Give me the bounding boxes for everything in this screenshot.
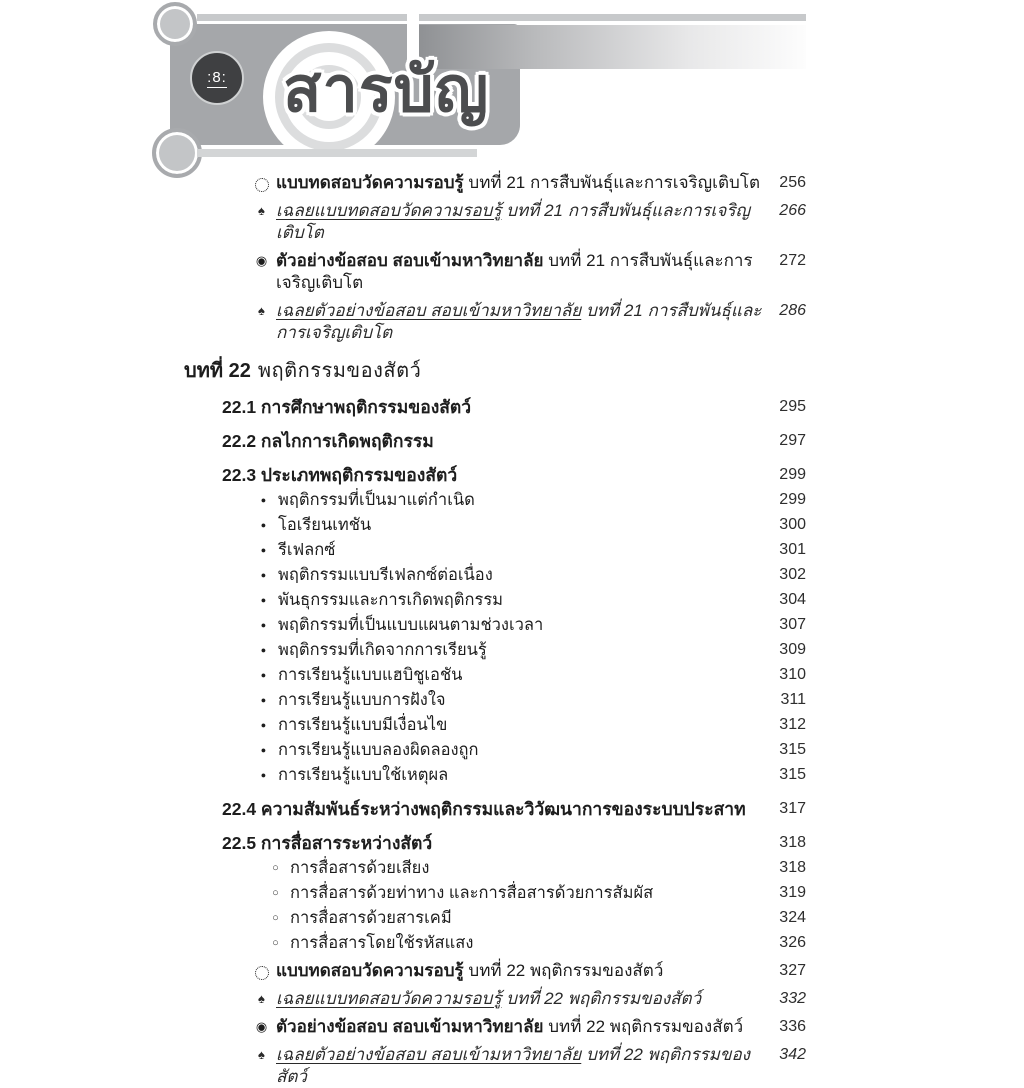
- toc-label: [278, 489, 475, 511]
- toc-label-text: บทที่ 22 พฤติกรรมของสัตว์: [501, 989, 702, 1008]
- toc-page-number: 272: [779, 252, 806, 269]
- toc-row-section[interactable]: [180, 430, 806, 452]
- toc-label-text: บทที่ 22 พฤติกรรมของสัตว์: [276, 1045, 750, 1086]
- toc-page-number: 311: [780, 691, 806, 708]
- toc-page-number: 342: [779, 1046, 806, 1063]
- toc-label-text: 22.1 การศึกษาพฤติกรรมของสัตว์: [222, 397, 472, 417]
- toc-row-entry[interactable]: [180, 250, 806, 294]
- toc-page-number: 299: [779, 491, 806, 508]
- toc-label: [184, 358, 421, 384]
- badge-label: :8:: [207, 68, 227, 86]
- toc-label-text: 22.2 กลไกการเกิดพฤติกรรม: [222, 431, 434, 451]
- toc-label: [290, 932, 473, 954]
- toc-page-number: 286: [779, 302, 806, 319]
- toc-label: [278, 714, 447, 736]
- bullet-icon: ●: [260, 645, 267, 655]
- open-circle-icon: ○: [272, 862, 279, 874]
- toc-label-text: บทที่ 21 การสืบพันธุ์และการเจริญเติบโต: [276, 251, 753, 292]
- bullet-icon: ●: [260, 720, 267, 730]
- toc-page-number: 256: [779, 174, 806, 191]
- bullet-icon: ●: [260, 570, 267, 580]
- toc-label-text: พฤติกรรมที่เป็นมาแต่กำเนิด: [278, 491, 475, 509]
- toc-label-bold: บทที่ 22: [184, 360, 251, 382]
- bullet-icon: ●: [260, 620, 267, 630]
- toc-label-text: การเรียนรู้แบบมีเงื่อนไข: [278, 716, 448, 734]
- toc-label-bold: แบบทดสอบวัดความรอบรู้: [276, 173, 464, 192]
- toc-page-number: 312: [779, 716, 806, 733]
- toc-page-number: 302: [779, 566, 806, 583]
- toc-label-text: พฤติกรรมที่เป็นแบบแผนตามช่วงเวลา: [278, 616, 544, 634]
- open-circle-icon: ○: [272, 937, 279, 949]
- toc-label-text: การเรียนรู้แบบแฮบิชูเอชัน: [278, 666, 463, 684]
- toc-label-text: การเรียนรู้แบบการฝังใจ: [278, 691, 446, 709]
- toc-label: [276, 1016, 743, 1038]
- toc-label: [278, 664, 462, 686]
- toc-page-number: 332: [779, 990, 806, 1007]
- toc-label: [222, 396, 471, 418]
- toc-row-bullet[interactable]: [180, 664, 806, 686]
- page-title: สารบัญ: [283, 55, 490, 125]
- decorative-bar-top: [197, 14, 806, 21]
- toc-row-subbullet[interactable]: [180, 882, 806, 904]
- toc-label-text: การสื่อสารด้วยท่าทาง และการสื่อสารด้วยการสัมผัส: [290, 884, 654, 902]
- spade-icon: ♠: [258, 203, 265, 218]
- toc-label-underlined: เฉลยตัวอย่างข้อสอบ สอบเข้ามหาวิทยาลัย: [276, 301, 582, 320]
- toc-label-text: รีเฟลกซ์: [278, 541, 336, 559]
- toc-row-bullet[interactable]: [180, 739, 806, 761]
- bullet-icon: ●: [260, 545, 267, 555]
- toc-row-bullet[interactable]: [180, 539, 806, 561]
- toc-row-answer[interactable]: [180, 988, 806, 1010]
- toc-page-number: 307: [779, 616, 806, 633]
- toc-row-bullet[interactable]: [180, 589, 806, 611]
- spade-icon: ♠: [258, 303, 265, 318]
- chapter-number-badge: [190, 51, 244, 105]
- toc-label: [276, 1044, 767, 1088]
- toc-page-number: 295: [779, 398, 806, 415]
- toc-page-number: 315: [779, 766, 806, 783]
- bullet-icon: ●: [260, 745, 267, 755]
- toc-row-section[interactable]: [180, 832, 806, 854]
- toc-label-text: บทที่ 21 การสืบพันธุ์และการเจริญเติบโต: [276, 301, 762, 342]
- toc-label-text: พันธุกรรมและการเกิดพฤติกรรม: [278, 591, 504, 609]
- toc-row-bullet[interactable]: [180, 639, 806, 661]
- toc-label-underlined: เฉลยตัวอย่างข้อสอบ สอบเข้ามหาวิทยาลัย: [276, 1045, 582, 1064]
- toc-page-number: 309: [779, 641, 806, 658]
- toc-label: [290, 882, 653, 904]
- decorative-bar-bottom: [197, 149, 477, 157]
- toc-label-text: บทที่ 21 การสืบพันธุ์และการเจริญเติบโต: [463, 173, 760, 192]
- bullet-icon: ●: [260, 595, 267, 605]
- toc-page-number: 326: [779, 934, 806, 951]
- toc-label: [278, 614, 543, 636]
- circle-ornament-top-icon: [153, 2, 197, 46]
- toc-page-number: 301: [779, 541, 806, 558]
- toc-label: [278, 764, 448, 786]
- toc-label-underlined: เฉลยแบบทดสอบวัดความรอบรู้: [276, 989, 502, 1008]
- toc-label: [290, 907, 452, 929]
- toc-label-bold: ตัวอย่างข้อสอบ สอบเข้ามหาวิทยาลัย: [276, 251, 544, 270]
- toc-label: [276, 250, 767, 294]
- toc-row-section[interactable]: [180, 464, 806, 486]
- toc-row-bullet[interactable]: [180, 514, 806, 536]
- toc-label-text: พฤติกรรมของสัตว์: [257, 360, 422, 382]
- toc-page-number: 297: [779, 432, 806, 449]
- toc-label: [222, 832, 432, 854]
- toc-page-number: 318: [779, 859, 806, 876]
- toc-label: [276, 960, 663, 982]
- toc-row-answer[interactable]: [180, 300, 806, 344]
- toc-label-bold: ตัวอย่างข้อสอบ สอบเข้ามหาวิทยาลัย: [276, 1017, 544, 1036]
- toc-label-text: โอเรียนเทชัน: [278, 516, 372, 534]
- toc-row-answer[interactable]: [180, 200, 806, 244]
- toc-page-number: 318: [779, 834, 806, 851]
- toc-row-bullet[interactable]: [180, 764, 806, 786]
- toc-label: [276, 200, 767, 244]
- toc-page-number: 310: [779, 666, 806, 683]
- fisheye-icon: ◉: [255, 253, 268, 268]
- toc-row-entry[interactable]: [180, 1016, 806, 1038]
- toc-row-entry[interactable]: [180, 960, 806, 982]
- open-circle-icon: ○: [272, 912, 279, 924]
- toc-label-text: 22.3 ประเภทพฤติกรรมของสัตว์: [222, 465, 458, 485]
- toc-label: [278, 639, 487, 661]
- toc-page-number: 336: [779, 1018, 806, 1035]
- open-circle-icon: ○: [272, 887, 279, 899]
- bullet-icon: ●: [260, 695, 267, 705]
- toc-row-subbullet[interactable]: [180, 857, 806, 879]
- toc-label: [276, 300, 767, 344]
- toc-label: [278, 689, 446, 711]
- toc-label-text: พฤติกรรมแบบรีเฟลกซ์ต่อเนื่อง: [278, 566, 493, 584]
- toc-row-section[interactable]: [180, 798, 806, 820]
- toc-label-text: การสื่อสารโดยใช้รหัสแสง: [290, 934, 474, 952]
- toc-page-number: 304: [779, 591, 806, 608]
- toc-page-number: 315: [779, 741, 806, 758]
- toc-label-text: การสื่อสารด้วยเสียง: [290, 859, 430, 877]
- toc-label-text: การสื่อสารด้วยสารเคมี: [290, 909, 452, 927]
- toc-label: [222, 464, 457, 486]
- fisheye-icon: ◉: [255, 1019, 268, 1034]
- toc-row-bullet[interactable]: [180, 689, 806, 711]
- dashed-circle-icon: [254, 960, 269, 982]
- toc-page-number: 317: [779, 800, 806, 817]
- toc-label: [278, 514, 371, 536]
- toc-label-text: 22.5 การสื่อสารระหว่างสัตว์: [222, 833, 433, 853]
- toc-row-subbullet[interactable]: [180, 907, 806, 929]
- spade-icon: ♠: [258, 1047, 265, 1062]
- toc-row-bullet[interactable]: [180, 489, 806, 511]
- toc-label-underlined: เฉลยแบบทดสอบวัดความรอบรู้: [276, 201, 502, 220]
- spade-icon: ♠: [258, 991, 265, 1006]
- bullet-icon: ●: [260, 770, 267, 780]
- bullet-icon: ●: [260, 670, 267, 680]
- dashed-circle-icon: [254, 172, 269, 194]
- toc-row-bullet[interactable]: [180, 564, 806, 586]
- toc-label: [278, 589, 503, 611]
- toc-label-text: บทที่ 21 การสืบพันธุ์และการเจริญเติบโต: [276, 201, 750, 242]
- toc-label: [278, 539, 335, 561]
- toc-row-answer[interactable]: [180, 1044, 806, 1088]
- toc-page-number: 327: [779, 962, 806, 979]
- toc-page-number: 300: [779, 516, 806, 533]
- toc-label-text: การเรียนรู้แบบใช้เหตุผล: [278, 766, 449, 784]
- toc-list: [180, 166, 806, 1088]
- toc-label-text: พฤติกรรมที่เกิดจากการเรียนรู้: [278, 641, 487, 659]
- toc-page-number: 266: [779, 202, 806, 219]
- toc-label: [278, 564, 493, 586]
- toc-label-text: บทที่ 22 พฤติกรรมของสัตว์: [543, 1017, 744, 1036]
- toc-row-bullet[interactable]: [180, 614, 806, 636]
- toc-page-number: 324: [779, 909, 806, 926]
- toc-label: [290, 857, 429, 879]
- bullet-icon: ●: [260, 520, 267, 530]
- toc-row-bullet[interactable]: [180, 714, 806, 736]
- toc-label: [222, 798, 746, 820]
- page-header: [0, 0, 1024, 160]
- toc-label-bold: แบบทดสอบวัดความรอบรู้: [276, 961, 464, 980]
- toc-row-chapter[interactable]: [180, 358, 806, 384]
- toc-label-text: บทที่ 22 พฤติกรรมของสัตว์: [463, 961, 664, 980]
- toc-page-number: 299: [779, 466, 806, 483]
- toc-label-text: การเรียนรู้แบบลองผิดลองถูก: [278, 741, 479, 759]
- bullet-icon: ●: [260, 495, 267, 505]
- toc-label: [278, 739, 479, 761]
- toc-row-section[interactable]: [180, 396, 806, 418]
- toc-page-number: 319: [779, 884, 806, 901]
- toc-row-subbullet[interactable]: [180, 932, 806, 954]
- toc-label: [276, 172, 760, 194]
- toc-row-entry[interactable]: [180, 172, 806, 194]
- toc-label-text: 22.4 ความสัมพันธ์ระหว่างพฤติกรรมและวิวัฒนาการของระบบประสาท: [222, 799, 746, 819]
- toc-label: [276, 988, 701, 1010]
- toc-label: [222, 430, 434, 452]
